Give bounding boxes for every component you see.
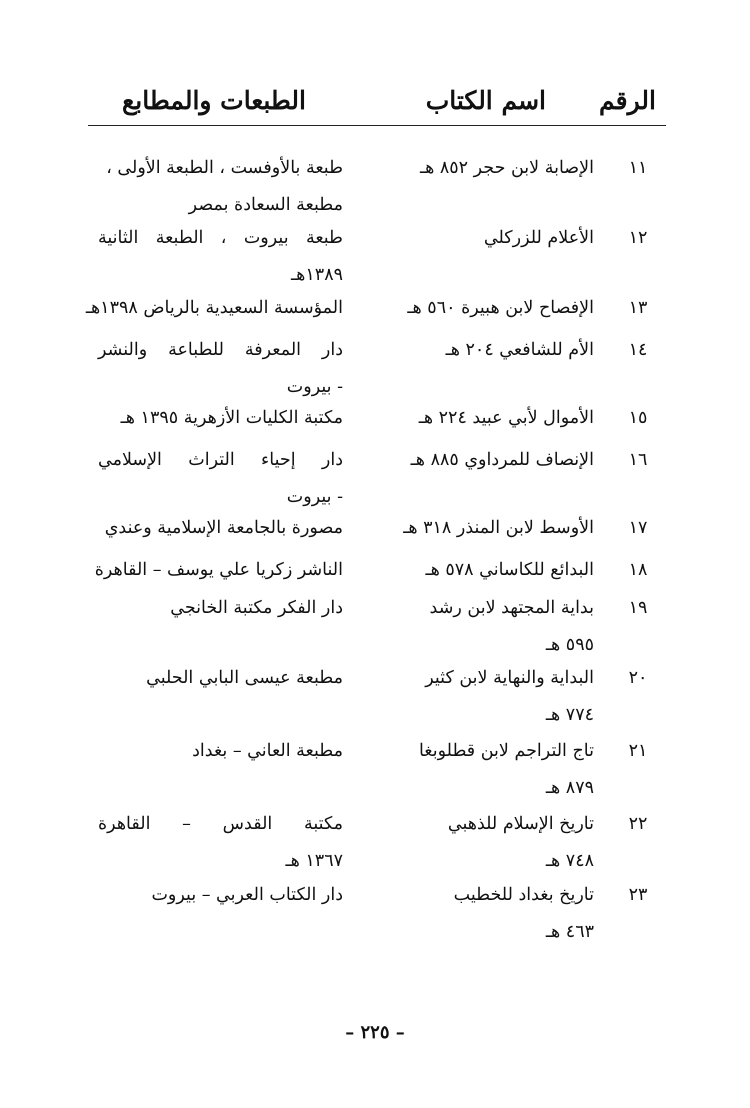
book-title <box>374 290 594 327</box>
publisher-line: مطبعة العاني – بغداد <box>192 741 343 761</box>
entry-number: ١٦ <box>628 450 648 470</box>
book-title <box>374 332 594 369</box>
book-title <box>374 806 594 880</box>
book-title-line: ٧٤٨ هـ <box>545 851 594 871</box>
entry-number: ١٢ <box>628 228 648 248</box>
publisher-line: دار الفكر مكتبة الخانجي <box>170 598 343 618</box>
publisher-info <box>98 442 343 516</box>
entry-number: ١٧ <box>628 518 648 538</box>
book-title-line: الإصابة لابن حجر ٨٥٢ هـ <box>419 158 594 178</box>
entry-number: ٢٣ <box>628 885 648 905</box>
book-title <box>374 400 594 437</box>
table-header <box>88 80 666 124</box>
book-title-line: ٤٦٣ هـ <box>545 922 594 942</box>
column-header-publisher: الطبعات والمطابع <box>121 86 306 115</box>
book-title <box>374 510 594 547</box>
publisher-info <box>98 877 343 914</box>
publisher-info <box>98 510 343 547</box>
publisher-line: دار المعرفة للطباعة والنشر <box>98 340 343 360</box>
book-title <box>374 660 594 734</box>
book-title <box>374 442 594 479</box>
publisher-line: مصورة بالجامعة الإسلامية وعندي <box>104 518 343 538</box>
book-title-line: البدائع للكاساني ٥٧٨ هـ <box>425 560 594 580</box>
page-number: – ٢٢٥ – <box>345 1022 405 1043</box>
book-title-line: البداية والنهاية لابن كثير <box>425 668 594 688</box>
book-title <box>374 150 594 187</box>
book-title-line: الإفصاح لابن هبيرة ٥٦٠ هـ <box>407 298 594 318</box>
publisher-line: الناشر زكريا علي يوسف – القاهرة <box>94 560 343 580</box>
book-title-line: بداية المجتهد لابن رشد <box>429 598 594 618</box>
publisher-line: - بيروت <box>286 377 343 397</box>
book-title <box>374 877 594 951</box>
book-title <box>374 733 594 807</box>
publisher-line: ١٣٦٧ هـ <box>285 851 343 871</box>
book-title-line: ٧٧٤ هـ <box>545 705 594 725</box>
book-title-line: الأوسط لابن المنذر ٣١٨ هـ <box>403 518 594 538</box>
publisher-info <box>98 733 343 770</box>
publisher-info <box>98 806 343 880</box>
book-title-line: تاج التراجم لابن قطلوبغا <box>418 741 594 761</box>
entry-number: ٢١ <box>628 741 648 761</box>
entry-number: ١٨ <box>628 560 648 580</box>
book-title-line: ٨٧٩ هـ <box>545 778 594 798</box>
publisher-info <box>98 332 343 406</box>
book-title-line: تاريخ بغداد للخطيب <box>453 885 594 905</box>
publisher-line: ١٣٨٩هـ <box>291 265 343 285</box>
publisher-info <box>94 552 343 589</box>
publisher-info <box>98 400 343 437</box>
publisher-line: مكتبة القدس – القاهرة <box>98 814 343 834</box>
publisher-line: دار إحياء التراث الإسلامي <box>98 450 343 470</box>
publisher-info <box>98 220 343 294</box>
publisher-info <box>85 290 343 327</box>
publisher-info <box>98 660 343 697</box>
publisher-info <box>98 150 343 224</box>
publisher-line: طبعة بالأوفست ، الطبعة الأولى ، <box>106 158 343 178</box>
book-title-line: الأموال لأبي عبيد ٢٢٤ هـ <box>418 408 594 428</box>
entry-number: ١٣ <box>628 298 648 318</box>
entry-number: ١١ <box>628 158 648 178</box>
column-header-title: اسم الكتاب <box>425 86 546 115</box>
publisher-line: مطبعة عيسى البابي الحلبي <box>146 668 343 688</box>
entry-number: ٢٢ <box>628 814 648 834</box>
publisher-info <box>98 590 343 627</box>
publisher-line: طبعة بيروت ، الطبعة الثانية <box>98 228 343 248</box>
book-title-line: ٥٩٥ هـ <box>545 635 594 655</box>
book-title-line: الإنصاف للمرداوي ٨٨٥ هـ <box>410 450 594 470</box>
publisher-line: دار الكتاب العربي – بيروت <box>151 885 343 905</box>
publisher-line: مكتبة الكليات الأزهرية ١٣٩٥ هـ <box>120 408 343 428</box>
publisher-line: مطبعة السعادة بمصر <box>188 195 343 215</box>
entry-number: ٢٠ <box>628 668 648 688</box>
header-divider <box>88 125 666 126</box>
book-title <box>374 220 594 257</box>
entry-number: ١٩ <box>628 598 648 618</box>
publisher-line: المؤسسة السعيدية بالرياض ١٣٩٨هـ <box>85 298 343 318</box>
column-header-number: الرقم <box>599 86 656 115</box>
book-title-line: الأعلام للزركلي <box>483 228 594 248</box>
entry-number: ١٥ <box>628 408 648 428</box>
book-title <box>374 590 594 664</box>
book-title <box>374 552 594 589</box>
book-title-line: الأم للشافعي ٢٠٤ هـ <box>445 340 594 360</box>
publisher-line: - بيروت <box>286 487 343 507</box>
entry-number: ١٤ <box>628 340 648 360</box>
book-title-line: تاريخ الإسلام للذهبي <box>447 814 594 834</box>
